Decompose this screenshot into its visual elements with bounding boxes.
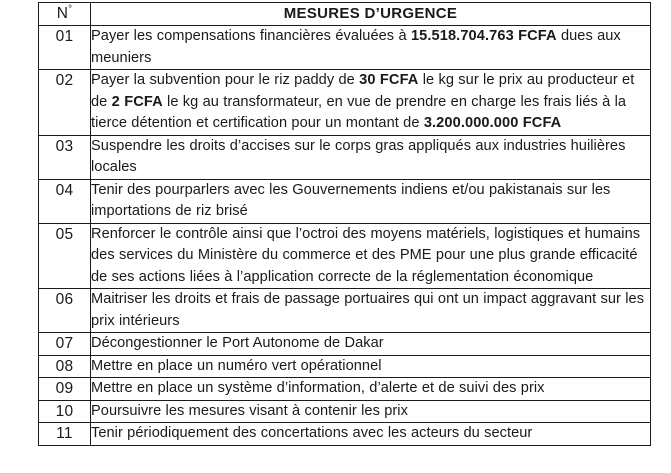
table-header	[39, 3, 651, 26]
measure-text	[91, 223, 651, 289]
measure-number: 04	[39, 179, 91, 223]
table-row	[39, 378, 651, 401]
column-header-number	[39, 3, 91, 26]
measure-number: 08	[39, 355, 91, 378]
measure-text-run: Payer la subvention pour le riz paddy de	[91, 72, 360, 88]
measure-text	[91, 378, 651, 401]
table-row	[39, 223, 651, 289]
measure-text	[91, 289, 651, 333]
table-row	[39, 135, 651, 179]
measure-text-emphasis: 3.200.000.000 FCFA	[423, 115, 562, 131]
measure-text-run: Poursuivre les mesures visant à contenir les prix	[91, 402, 408, 419]
measure-text-emphasis: 30 FCFA	[359, 72, 419, 88]
measure-text-run: Tenir des pourparlers avec les Gouvernements indiens et/ou pakistanais sur les importations de riz brisé	[91, 181, 611, 219]
measure-text-emphasis: 15.518.704.763 FCFA	[410, 28, 557, 44]
measure-number: 01	[39, 26, 91, 70]
measure-number: 09	[39, 378, 91, 401]
measure-number: 06	[39, 289, 91, 333]
measure-number: 05	[39, 223, 91, 289]
measures-table-container	[38, 2, 650, 446]
table-row	[39, 400, 651, 423]
table-row	[39, 333, 651, 356]
measure-text	[91, 179, 651, 223]
measure-number: 10	[39, 400, 91, 423]
measure-text-run: Mettre en place un système d’information, d’alerte et de suivi des prix	[91, 380, 545, 396]
table-row	[39, 179, 651, 223]
measure-text-run: Payer les compensations financières évaluées à	[91, 28, 411, 44]
measure-text-run: Renforcer le contrôle ainsi que l’octroi des moyens matériels, logistiques et humains des services du Ministère du commerce et des PME pour une plus grande efficacité de ses actions liées à l’application correcte de la réglementation économique	[91, 225, 641, 285]
measure-number: 11	[39, 423, 91, 446]
measure-number: 02	[39, 70, 91, 136]
table-row	[39, 423, 651, 446]
measure-text-run: Mettre en place un numéro vert opérationnel	[91, 357, 382, 374]
measure-text	[91, 355, 651, 378]
column-header-number-label: N	[56, 5, 69, 22]
measures-table	[38, 2, 651, 446]
column-header-measure: MESURES D’URGENCE	[91, 3, 651, 26]
measure-text	[91, 423, 651, 446]
table-row	[39, 26, 651, 70]
measure-text-run: Décongestionner le Port Autonome de Dakar	[91, 335, 384, 351]
measure-text-run: dues aux meuniers	[91, 28, 621, 66]
measure-text-run: Maitriser les droits et frais de passage portuaires qui ont un impact aggravant sur les prix intérieurs	[91, 291, 645, 329]
table-row	[39, 355, 651, 378]
measure-text	[91, 400, 651, 423]
measure-text-run: le kg sur le prix au producteur et de	[91, 72, 635, 110]
measure-text	[91, 26, 651, 70]
measure-text	[91, 135, 651, 179]
measure-text	[91, 70, 651, 136]
measure-number: 07	[39, 333, 91, 356]
table-header-row	[39, 3, 651, 26]
measure-text-run: le kg au transformateur, en vue de prendre en charge les frais liés à la tierce détention et certification pour un montant de	[91, 93, 627, 131]
table-body	[39, 26, 651, 446]
measure-text-run: Tenir périodiquement des concertations avec les acteurs du secteur	[91, 425, 533, 441]
table-row	[39, 70, 651, 136]
table-row	[39, 289, 651, 333]
degree-sign-icon: °	[68, 3, 73, 15]
measure-number: 03	[39, 135, 91, 179]
measure-text-run: Suspendre les droits d’accises sur le corps gras appliqués aux industries huilières locales	[91, 137, 626, 175]
measure-text-emphasis: 2 FCFA	[111, 93, 163, 110]
measure-text	[91, 333, 651, 356]
